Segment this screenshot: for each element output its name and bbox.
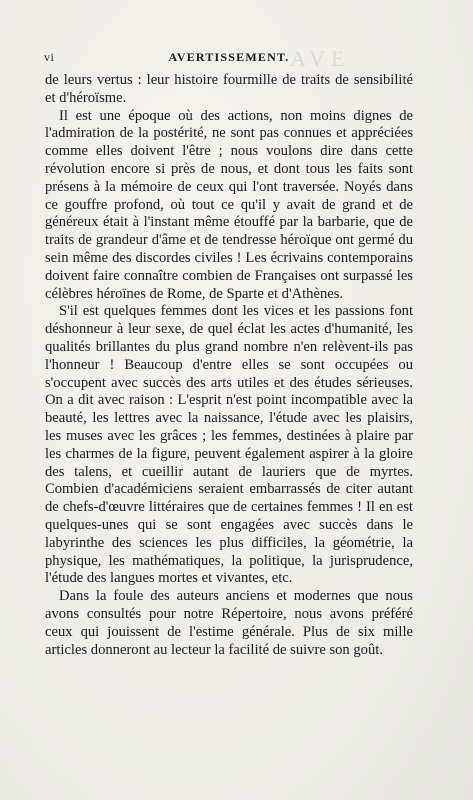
paragraph-repertoire: Dans la foule des auteurs anciens et modernes que nous avons consultés pour notre Répertoire, nous avons préféré ceux qui jouissent de l'estime générale. Plus de six mille articles donneront au lecteur la facilité de suivre son goût.	[45, 588, 413, 658]
body-text	[45, 72, 413, 659]
running-title: AVERTISSEMENT.	[168, 50, 290, 64]
paragraph-women-talents: S'il est quelques femmes dont les vices et les passions font déshonneur à leur sexe, de quel éclat les actes d'humanité, les qualités brillantes du plus grand nombre n'en relèvent-ils pas l'honneur ! Beaucoup d'entre elles se sont occupées ou s'occupent avec succès des arts utiles et des études sérieuses. On a dit avec raison : L'esprit n'est point incompatible avec la beauté, les lettres avec la naissance, l'étude avec les plaisirs, les muses avec les grâces ; les femmes, destinées à plaire par les charmes de la figure, peuvent également aspirer à la gloire des talens, et cueillir autant de lauriers que de myrtes. Combien d'académiciens seraient embarrassés de citer autant de chefs-d'œuvre littéraires que de certaines femmes ! Il en est quelques-unes qui se sont engagées avec succès dans le labyrinthe des sciences les plus difficiles, la géométrie, la physique, les mathématiques, la politique, la jurisprudence, l'étude des langues mortes et vivantes, etc.	[45, 303, 413, 587]
paragraph-continuation: de leurs vertus : leur histoire fourmille de traits de sensibilité et d'héroïsme.	[45, 72, 413, 106]
page-header	[44, 50, 414, 68]
paragraph-revolution: Il est une époque où des actions, non moins dignes de l'admiration de la postérité, ne sont pas connues et appréciées comme elles doivent l'être ; nous voulons dire dans cette révolution encore si près de nous, et dont tous les faits sont présens à la mémoire de ceux qui l'ont traversée. Noyés dans ce gouffre profond, où tout ce qu'il y avait de grand et de généreux était à l'instant même étouffé par la barbarie, que de traits de grandeur d'âme et de tendresse héroïque ont germé du sein même des discordes civiles ! Les écrivains contemporains doivent faire connaître combien de Françaises ont surpassé les célèbres héroïnes de Rome, de Sparte et d'Athènes.	[45, 107, 413, 302]
page-number: vi	[44, 50, 55, 64]
show-through-heading: AVE	[290, 46, 351, 71]
